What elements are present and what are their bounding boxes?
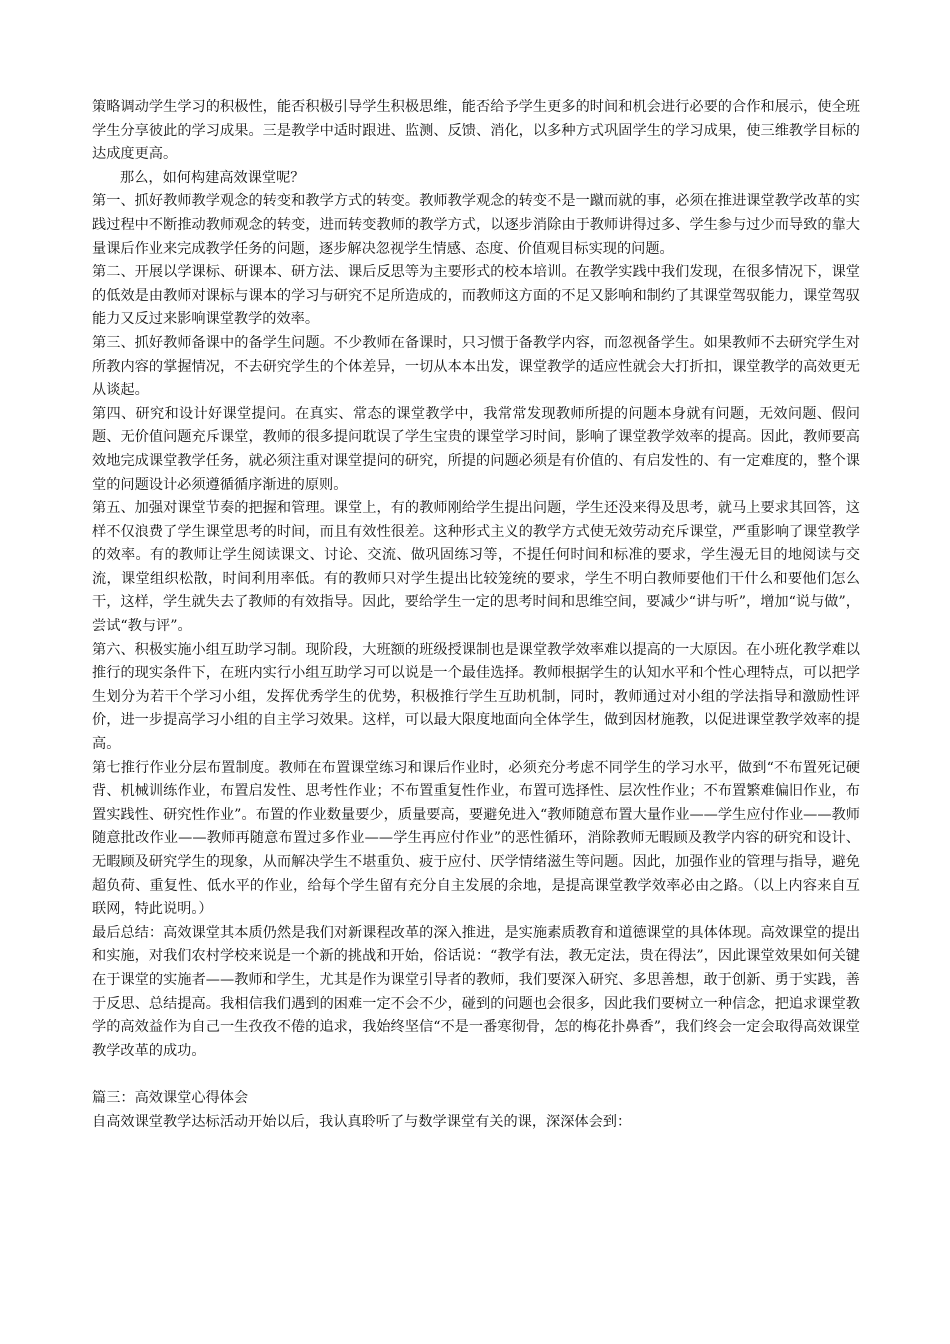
section-heading: 篇三：高效课堂心得体会 [92, 1089, 249, 1106]
paragraph-point-6: 第六、积极实施小组互助学习制。现阶段，大班额的班级授课制也是课堂教学效率难以提高的一大原因。在小班化教学难以推行的现实条件下，在班内实行小组互助学习可以说是一个最佳选择。教师根据学生的认知水平和个性心理特点，可以把学生划分为若干个学习小组，发挥优秀学生的优势，积极推行学生互助机制，同时，教师通过对小组的学法指导和激励性评价，进一步提高学习小组的自主学习效果。这样，可以最大限度地面向全体学生，做到因材施教，以促进课堂教学效率的提高。 [92, 641, 860, 753]
paragraph-point-5: 第五、加强对课堂节奏的把握和管理。课堂上，有的教师刚给学生提出问题，学生还没来得及思考，就马上要求其回答，这样不仅浪费了学生课堂思考的时间，而且有效性很差。这种形式主义的教学方式使无效劳动充斥课堂，严重影响了课堂教学的效率。有的教师让学生阅读课文、讨论、交流、做巩固练习等，不提任何时间和标准的要求，学生漫无目的地阅读与交流，课堂组织松散，时间利用率低。有的教师只对学生提出比较笼统的要求，学生不明白教师要他们干什么和要他们怎么干，这样，学生就失去了教师的有效指导。因此，要给学生一定的思考时间和思维空间，要减少“讲与听”，增加“说与做”，尝试“教与评”。 [92, 500, 860, 635]
paragraph-point-3: 第三、抓好教师备课中的备学生问题。不少教师在备课时，只习惯于备教学内容，而忽视备学生。如果教师不去研究学生对所教内容的掌握情况，不去研究学生的个体差异，一切从本本出发，课堂教学的适应性就会大打折扣，课堂教学的高效更无从谈起。 [92, 334, 860, 399]
document-body [92, 96, 860, 1134]
paragraph-point-2: 第二、开展以学课标、研课本、研方法、课后反思等为主要形式的校本培训。在教学实践中我们发现，在很多情况下，课堂的低效是由教师对课标与课本的学习与研究不足所造成的，而教师这方面的不足又影响和制约了其课堂驾驭能力，课堂驾驭能力又反过来影响课堂教学的效率。 [92, 264, 860, 328]
paragraph-intro-continued: 策略调动学生学习的积极性，能否积极引导学生积极思维，能否给予学生更多的时间和机会进行必要的合作和展示，使全班学生分享彼此的学习成果。三是教学中适时跟进、监测、反馈、消化，以多种方式巩固学生的学习成果，使三维教学目标的达成度更高。 [92, 99, 860, 163]
paragraph-question: 那么，如何构建高效课堂呢？ [120, 169, 305, 186]
paragraph-section-3-intro: 自高效课堂教学达标活动开始以后，我认真聆听了与数学课堂有关的课，深深体会到： [92, 1113, 632, 1130]
blank-line [92, 1063, 860, 1087]
paragraph-point-4: 第四、研究和设计好课堂提问。在真实、常态的课堂教学中，我常常发现教师所提的问题本身就有问题，无效问题、假问题、无价值问题充斥课堂，教师的很多提问耽误了学生宝贵的课堂学习时间，影响了课堂教学效率的提高。因此，教师要高效地完成课堂教学任务，就必须注重对课堂提问的研究，所提的问题必须是有价值的、有启发性的、有一定难度的，整个课堂的问题设计必须遵循循序渐进的原则。 [92, 405, 860, 493]
paragraph-point-7: 第七推行作业分层布置制度。教师在布置课堂练习和课后作业时，必须充分考虑不同学生的学习水平，做到“不布置死记硬背、机械训练作业，布置启发性、思考性作业；不布置重复性作业，布置可选择性、层次性作业；不布置繁难偏旧作业，布置实践性、研究性作业”。布置的作业数量要少，质量要高，要避免进入“教师随意布置大量作业——学生应付作业——教师随意批改作业——教师再随意布置过多作业——学生再应付作业”的恶性循环，消除教师无暇顾及教学内容的研究和设计、无暇顾及研究学生的现象，从而解决学生不堪重负、疲于应付、厌学情绪滋生等问题。因此，加强作业的管理与指导，避免超负荷、重复性、低水平的作业，给每个学生留有充分自主发展的余地，是提高课堂教学效率必由之路。（以上内容来自互联网，特此说明。） [92, 759, 860, 918]
paragraph-point-1: 第一、抓好教师教学观念的转变和教学方式的转变。教师教学观念的转变不是一蹴而就的事，必须在推进课堂教学改革的实践过程中不断推动教师观念的转变，进而转变教师的教学方式，以逐步消除由于教师讲得过多、学生参与过少而导致的靠大量课后作业来完成教学任务的问题，逐步解决忽视学生情感、态度、价值观目标实现的问题。 [92, 193, 860, 257]
paragraph-summary: 最后总结：高效课堂其本质仍然是我们对新课程改革的深入推进，是实施素质教育和道德课堂的具体体现。高效课堂的提出和实施，对我们农村学校来说是一个新的挑战和开始，俗话说：“教学有法，教无定法，贵在得法”，因此课堂效果如何关键在于课堂的实施者——教师和学生，尤其是作为课堂引导者的教师，我们要深入研究、多思善想，敢于创新、勇于实践，善于反思、总结提高。我相信我们遇到的困难一定不会不少，碰到的问题也会很多，因此我们要树立一种信念，把追求课堂教学的高效益作为自己一生孜孜不倦的追求，我始终坚信“不是一番寒彻骨，怎的梅花扑鼻香”，我们终会一定会取得高效课堂教学改革的成功。 [92, 924, 860, 1059]
